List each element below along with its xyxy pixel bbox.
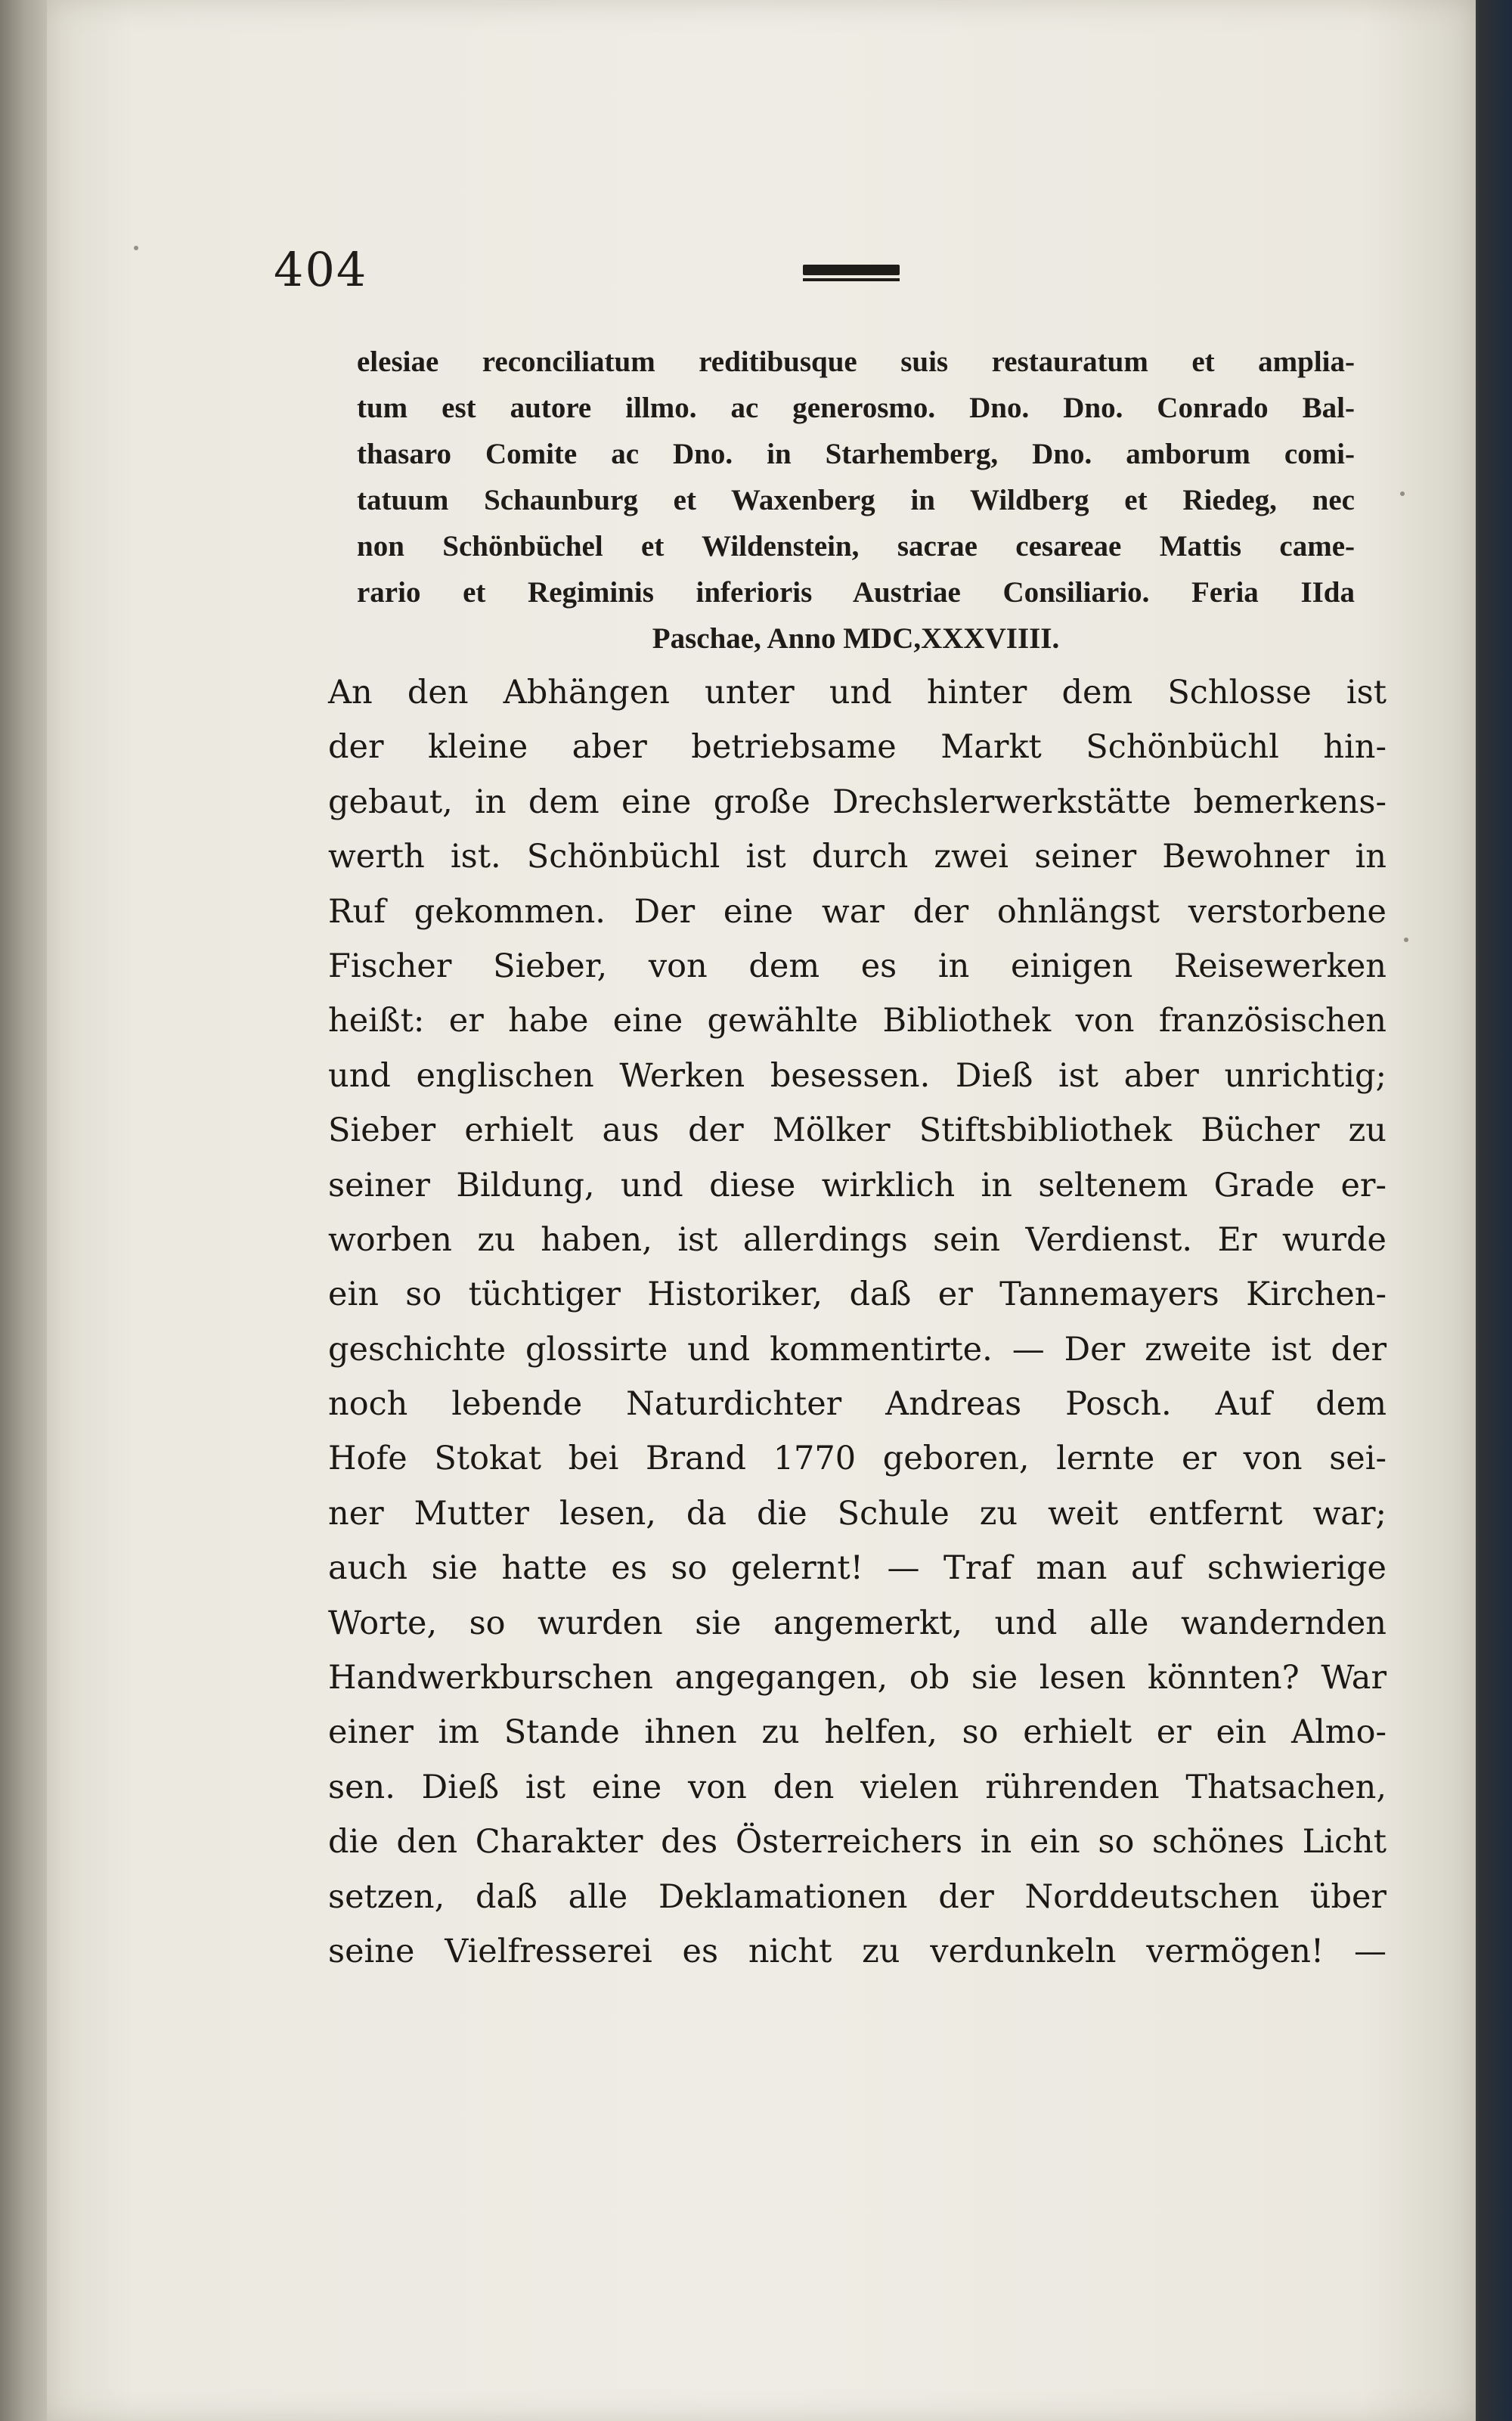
body-line: sen. Dieß ist eine von den vielen rührenden Thatsachen, <box>328 1768 1387 1806</box>
body-line: Worte, so wurden sie angemerkt, und alle wandernden <box>328 1604 1387 1642</box>
latin-line: non Schönbüchel et Wildenstein, sacrae cesareae Mattis came- <box>357 530 1355 563</box>
latin-line: tum est autore illmo. ac generosmo. Dno. Dno. Conrado Bal- <box>357 392 1355 424</box>
body-text <box>328 665 1387 1979</box>
body-line: Sieber erhielt aus der Mölker Stiftsbibliothek Bücher zu <box>328 1111 1387 1150</box>
body-line: seine Vielfresserei es nicht zu verdunkeln vermögen! — <box>328 1932 1387 1970</box>
paper-speck <box>1400 491 1405 496</box>
book-page <box>47 0 1476 2421</box>
body-line: ner Mutter lesen, da die Schule zu weit entfernt war; <box>328 1494 1387 1533</box>
body-line: die den Charakter des Österreichers in ein so schönes Licht <box>328 1823 1387 1861</box>
latin-line: thasaro Comite ac Dno. in Starhemberg, Dno. amborum comi- <box>357 438 1355 470</box>
body-line: gebaut, in dem eine große Drechslerwerkstätte bemerkens- <box>328 783 1387 821</box>
body-line: heißt: er habe eine gewählte Bibliothek von französischen <box>328 1002 1387 1040</box>
latin-line: rario et Regiminis inferioris Austriae Consiliario. Feria IIda <box>357 576 1355 609</box>
body-line: werth ist. Schönbüchl ist durch zwei seiner Bewohner in <box>328 838 1387 876</box>
body-line: setzen, daß alle Deklamationen der Norddeutschen über <box>328 1877 1387 1916</box>
body-line: An den Abhängen unter und hinter dem Schlosse ist <box>328 674 1387 711</box>
latin-inscription <box>357 339 1355 662</box>
body-line: noch lebende Naturdichter Andreas Posch. Auf dem <box>328 1385 1387 1424</box>
running-head <box>274 242 1393 302</box>
latin-line: Paschae, Anno MDC,XXXVIIII. <box>652 622 1060 655</box>
paper-speck <box>134 246 138 250</box>
latin-line: elesiae reconciliatum reditibusque suis restauratum et amplia- <box>357 346 1355 378</box>
latin-line: tatuum Schaunburg et Waxenberg in Wildberg et Riedeg, nec <box>357 484 1355 516</box>
page-number: 404 <box>274 242 368 297</box>
body-line: Handwerkburschen angegangen, ob sie lesen könnten? War <box>328 1659 1387 1697</box>
body-line: Hofe Stokat bei Brand 1770 geboren, lernte er von sei- <box>328 1440 1387 1478</box>
body-line: Ruf gekommen. Der eine war der ohnlängst verstorbene <box>328 892 1387 931</box>
body-line: worben zu haben, ist allerdings sein Verdienst. Er wurde <box>328 1220 1387 1259</box>
body-line: und englischen Werken besessen. Dieß ist aber unrichtig; <box>328 1056 1387 1095</box>
body-line: geschichte glossirte und kommentirte. — Der zweite ist der <box>328 1330 1387 1369</box>
body-line: seiner Bildung, und diese wirklich in seltenem Grade er- <box>328 1166 1387 1204</box>
body-line: auch sie hatte es so gelernt! — Traf man auf schwierige <box>328 1549 1387 1588</box>
body-line: ein so tüchtiger Historiker, daß er Tannemayers Kirchen- <box>328 1276 1387 1314</box>
paper-speck <box>1404 938 1408 942</box>
body-line: Fischer Sieber, von dem es in einigen Reisewerken <box>328 947 1387 985</box>
body-line: einer im Stande ihnen zu helfen, so erhielt er ein Almo- <box>328 1713 1387 1752</box>
body-line: der kleine aber betriebsame Markt Schönbüchl hin- <box>328 728 1387 767</box>
header-rule <box>803 265 900 275</box>
